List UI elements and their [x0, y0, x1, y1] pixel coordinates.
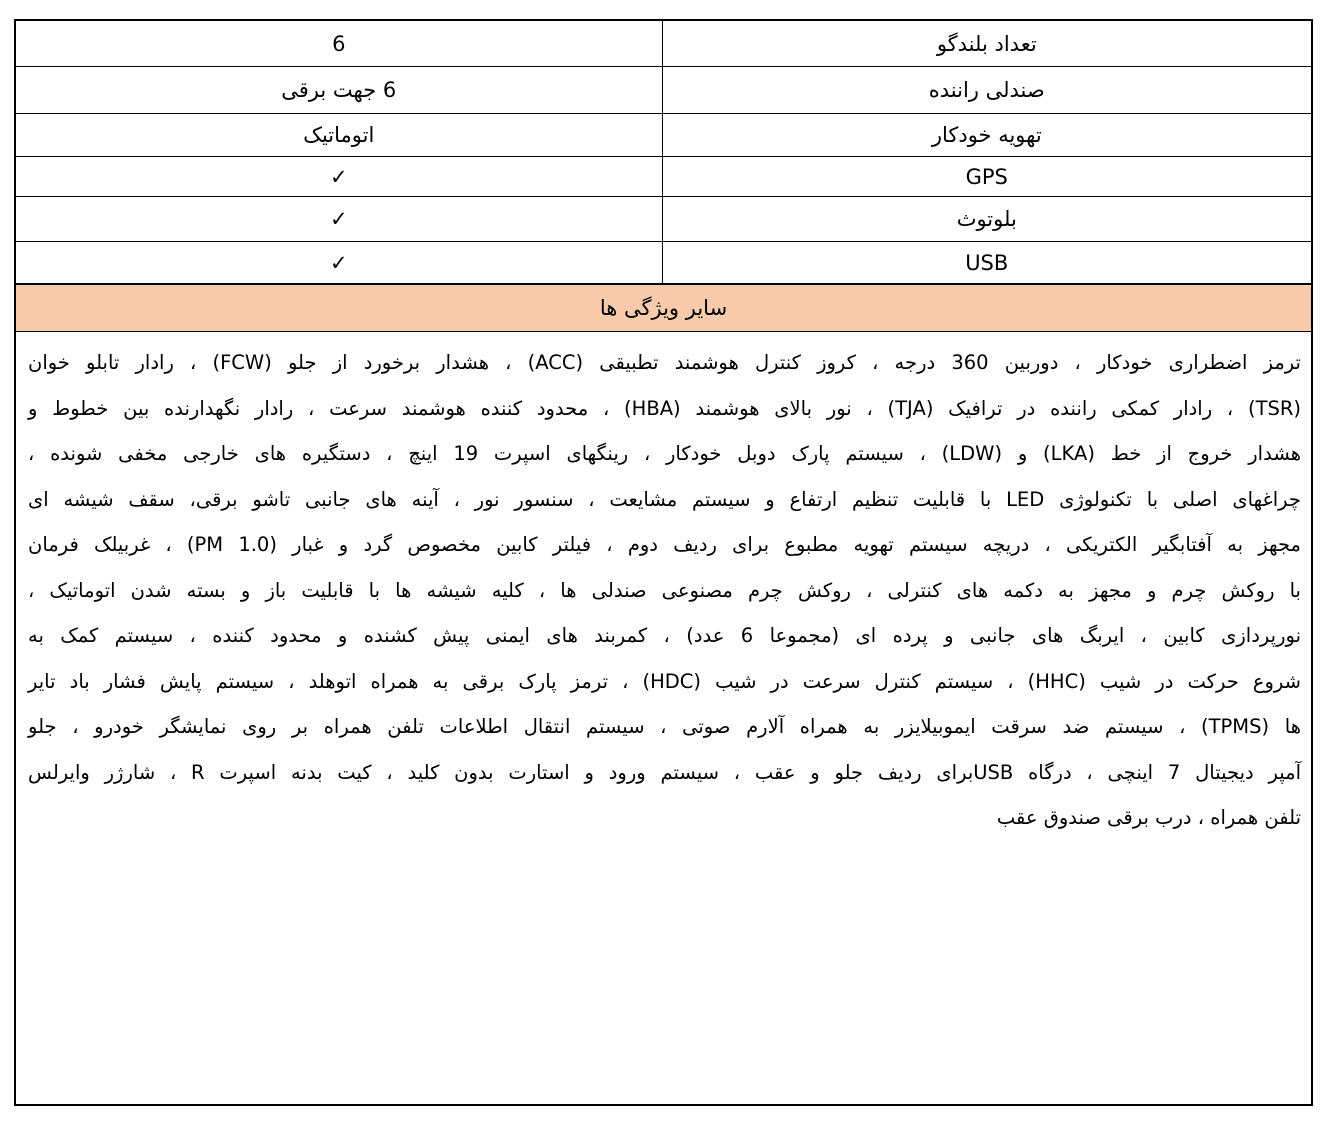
features-line: مجهز به آفتابگیر الکتریکی ، دریچه سیستم تهویه مطبوع برای ردیف دوم ، فیلتر کابین مخصوص گرد و غبار (PM 1.0) ، غربیلک فرمان: [28, 533, 1301, 556]
spec-sheet: [14, 19, 1313, 1106]
spec-value: 6 جهت برقی: [16, 67, 662, 114]
features-line: تلفن همراه ، درب برقی صندوق عقب: [996, 806, 1301, 829]
features-line: شروع حرکت در شیب (HHC) ، سیستم کنترل سرعت در شیب (HDC) ، ترمز پارک برقی به همراه اتوهلد ، سیستم پایش فشار باد تایر: [28, 669, 1301, 693]
table-row: [16, 67, 1311, 114]
spec-label: GPS: [662, 157, 1311, 197]
table-row: [16, 157, 1311, 197]
features-line: چراغهای اصلی با تکنولوژی LED با قابلیت تنظیم ارتفاع و سیستم مشایعت ، سنسور نور ، آینه های جانبی تاشو برقی، سقف شیشه ای: [28, 487, 1301, 511]
features-line: با روکش چرم و مجهز به دکمه های کنترلی ، روکش چرم مصنوعی صندلی ها ، کلیه شیشه ها با قابلیت باز و بسته شدن اتوماتیک ،: [28, 578, 1301, 602]
features-line: آمپر دیجیتال 7 اینچی ، درگاه USBبرای ردیف جلو و عقب ، سیستم ورود و استارت بدون کلید ، کیت بدنه اسپرت R ، شارژر وایرلس: [28, 760, 1302, 784]
features-line: (TSR) ، رادار کمکی راننده در ترافیک (TJA) ، نور بالای هوشمند (HBA) ، محدود کننده هوشمند سرعت ، رادار نگهدارنده بین خطوط و: [28, 396, 1302, 420]
check-icon: ✓: [16, 157, 662, 197]
features-line: ها (TPMS) ، سیستم ضد سرقت ایموبیلایزر به همراه آلارم صوتی ، سیستم انتقال اطلاعات تلفن همراه بر روی نمایشگر خودرو ، جلو: [28, 715, 1301, 738]
spec-value: اتوماتیک: [16, 114, 662, 157]
spec-label: USB: [662, 242, 1311, 284]
spec-table: [16, 21, 1311, 284]
spec-label: بلوتوث: [662, 197, 1311, 242]
features-paragraph: [16, 332, 1311, 841]
features-line: هشدار خروج از خط (LKA) و (LDW) ، سیستم پارک دوبل خودکار ، رینگهای اسپرت 19 اینچ ، دستگیره های خارجی مخفی شونده ،: [28, 442, 1301, 465]
spec-label: تعداد بلندگو: [662, 21, 1311, 67]
table-row: [16, 21, 1311, 67]
section-header: سایر ویژگی ها: [16, 284, 1311, 332]
spec-value: 6: [16, 21, 662, 67]
table-row: [16, 242, 1311, 284]
check-icon: ✓: [16, 242, 662, 284]
spec-label: صندلی راننده: [662, 67, 1311, 114]
features-line: نورپردازی کابین ، ایربگ های جانبی و پرده ای (مجموعا 6 عدد) ، کمربند های ایمنی پیش کشنده و محدود کننده ، سیستم کمک به: [28, 624, 1301, 647]
table-row: [16, 114, 1311, 157]
table-row: [16, 197, 1311, 242]
spec-label: تهویه خودکار: [662, 114, 1311, 157]
check-icon: ✓: [16, 197, 662, 242]
features-line: ترمز اضطراری خودکار ، دوربین 360 درجه ، کروز کنترل هوشمند تطبیقی (ACC) ، هشدار برخورد از جلو (FCW) ، رادار تابلو خوان: [28, 351, 1301, 374]
